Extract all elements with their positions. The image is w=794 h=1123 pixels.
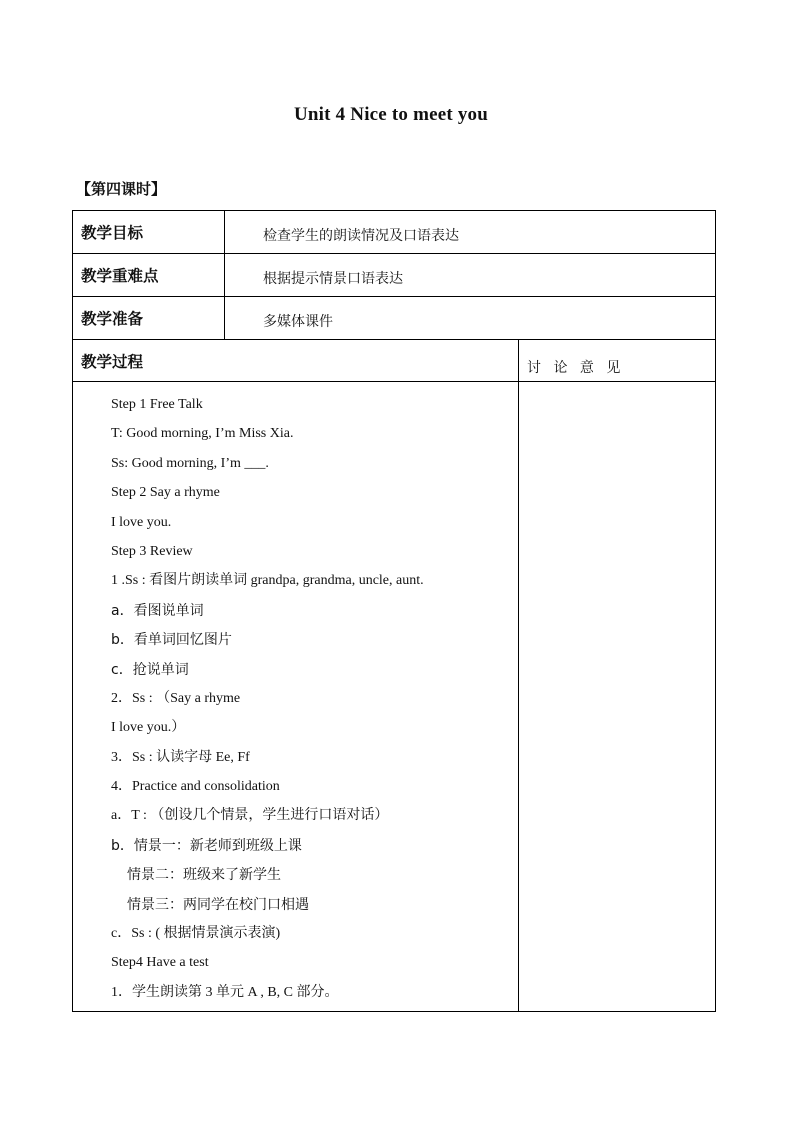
focus-row [73, 254, 716, 297]
prep-value: 多媒体课件 [225, 297, 716, 340]
lesson-heading: 【第四课时】 [76, 180, 167, 198]
lesson-plan-table [72, 210, 716, 1012]
process-line: Step 1 Free Talk [111, 397, 203, 412]
process-line: c．抢说单词 [111, 661, 189, 678]
process-line: Step4 Have a test [111, 955, 209, 971]
prep-row [73, 297, 716, 340]
process-line: 1．学生朗读第 3 单元 A , B, C 部分。 [111, 984, 339, 1000]
document-title: Unit 4 Nice to meet you [293, 104, 489, 125]
objective-row [73, 211, 716, 254]
process-line: I love you. [111, 514, 172, 530]
process-line: I love you.） [111, 720, 186, 736]
process-line: 3．Ss : 认读字母 Ee, Ff [111, 749, 250, 765]
focus-label: 教学重难点 [73, 254, 225, 297]
process-line: a．T : （创设几个情景，学生进行口语对话） [111, 808, 389, 824]
process-line: 情景二：班级来了新学生 [127, 867, 281, 884]
objective-value: 检查学生的朗读情况及口语表达 [225, 211, 716, 254]
process-label: 教学过程 [73, 340, 519, 382]
process-line: T: Good morning, I’m Miss Xia. [111, 426, 294, 442]
process-line: a．看图说单词 [111, 602, 204, 619]
process-line: 2．Ss : （Say a rhyme [111, 690, 241, 706]
process-content [73, 382, 519, 1012]
focus-value: 根据提示情景口语表达 [225, 254, 716, 297]
process-line: b．情景一：新老师到班级上课 [111, 837, 302, 854]
prep-label: 教学准备 [73, 297, 225, 340]
process-line: 1 .Ss : 看图片朗读单词 grandpa, grandma, uncle, aunt. [111, 573, 424, 589]
discussion-label: 讨 论 意 见 [519, 340, 716, 382]
process-line: Step 2 Say a rhyme [111, 485, 220, 501]
process-line: 4．Practice and consolidation [111, 779, 280, 795]
process-body-row [73, 382, 716, 1012]
process-line: Ss: Good morning, I’m ___. [111, 455, 269, 471]
objective-label: 教学目标 [73, 211, 225, 254]
process-line: c．Ss : ( 根据情景演示表演) [111, 926, 281, 942]
process-line: 情景三：两同学在校门口相遇 [127, 896, 309, 913]
discussion-content [519, 382, 716, 1012]
process-header-row [73, 340, 716, 382]
process-line: Step 3 Review [111, 543, 193, 559]
process-line: b．看单词回忆图片 [111, 632, 232, 649]
